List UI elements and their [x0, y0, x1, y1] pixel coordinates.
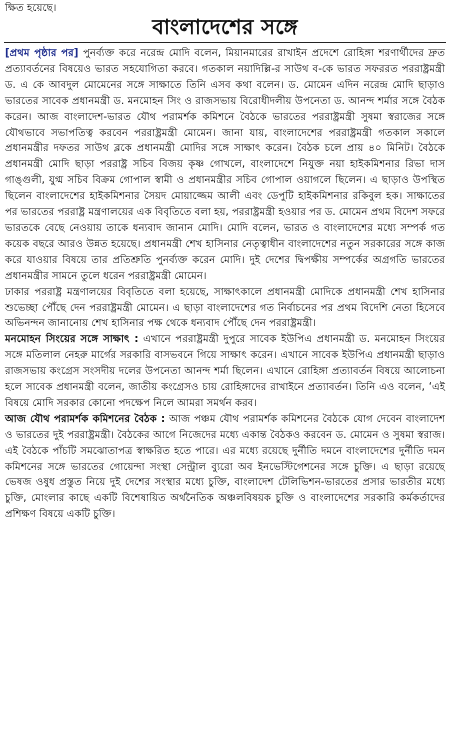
paragraph-lead [5, 46, 445, 285]
paragraph-manmohan [5, 332, 445, 412]
paragraph-statement: ঢাকার পররাষ্ট্র মন্ত্রণালয়ের বিবৃতিতে বলা হয়েছে, সাক্ষাৎকালে প্রধানমন্ত্রী মোদিকে প্রধানমন্ত্রী শেখ হাসিনার শুভেচ্ছা পৌঁছে দেন পররাষ্ট্রমন্ত্রী মোমেন। এ ছাড়া বাংলাদেশের গত নির্বাচনের পর প্রথম বিদেশি নেতা হিসেবে অভিনন্দন জানানোয় শেখ হাসিনার পক্ষ থেকে ধন্যবাদ পৌঁছে দেন পররাষ্ট্রমন্ত্রী। [5, 286, 445, 330]
paragraph-4-text: আজ পঞ্চম যৌথ পরামর্শক কমিশনের বৈঠকে যোগ দেবেন বাংলাদেশ ও ভারতের দুই পররাষ্ট্রমন্ত্রী। বৈঠকের আগে নিজেদের মধ্যে একান্ত বৈঠকও করবেন ড. মোমেন ও সুষমা স্বরাজ। এই বৈঠকে পাঁচটি সমঝোতাপত্র স্বাক্ষরিত হতে পারে। এর মধ্যে রয়েছে দুর্নীতি দমনে বাংলাদেশের দুর্নীতি দমন কমিশনের সঙ্গে ভারতের গোয়েন্দা সংস্থা সেন্ট্রাল ব্যুরো অব ইনভেস্টিগেশনের সঙ্গে চুক্তি। এ ছাড়া রয়েছে ভেষজ ওষুধ প্রস্তুত নিয়ে দুই দেশের সংস্থার মধ্যে চুক্তি, বাংলাদেশ টেলিভিশন-ভারতের প্রসার ভারতীর মধ্যে চুক্তি, মোংলার কাছে একটি বিশেষায়িত অর্থনৈতিক অঞ্চলবিষয়ক চুক্তি ও বাংলাদেশের সরকারি কর্মকর্তাদের প্রশিক্ষণ বিষয়ে একটি চুক্তি। [5, 413, 445, 521]
continuation-tag: [প্রথম পৃষ্ঠার পর] [5, 48, 79, 59]
headline-divider [4, 42, 446, 43]
article-body [5, 46, 445, 523]
subhead-manmohan-meeting: মনমোহন সিংয়ের সঙ্গে সাক্ষাৎ : [5, 334, 139, 346]
previous-article-fragment: ক্ষিত হয়েছে। [5, 3, 57, 14]
paragraph-1-text: পুনর্ব্যক্ত করে নরেন্দ্র মোদি বলেন, মিয়ানমারের রাখাইন প্রদেশে রোহিঙ্গা শরণার্থীদের দ্রুত প্রত্যাবর্তনের বিষয়েও ভারত সহযোগিতা করবে। গতকাল নয়াদিল্লি-র সাউথ ব-কে ভারত সফররত পররাষ্ট্রমন্ত্রী ড. এ কে আবদুল মোমেনের সঙ্গে সাক্ষাতে তিনি এসব কথা বলেন। ড. মোমেন এদিন নরেন্দ্র মোদি ছাড়াও ভারতের সাবেক প্রধানমন্ত্রী ড. মনমোহন সিং ও রাজসভায় বিরোধীদলীয় উপনেতা ড. আনন্দ শর্মার সঙ্গে বৈঠক করেন। আজ বাংলাদেশ-ভারত যৌথ পরামর্শক কমিশনে বৈঠকে ভারতের পররাষ্ট্রমন্ত্রী সুষমা স্বরাজের সঙ্গে যৌথভাবে সভাপতিত্ব করবেন পররাষ্ট্রমন্ত্রী মোমেন। জানা যায়, বাংলাদেশের পররাষ্ট্রমন্ত্রী গতকাল সকালে প্রধানমন্ত্রীর দফতর সাউথ ব্লকে প্রধানমন্ত্রী মোদির সঙ্গে সাক্ষাৎ করেন। বৈঠক চলে প্রায় ৪০ মিনিট। বৈঠকে প্রধানমন্ত্রী মোদি ছাড়া পররাষ্ট্র সচিব বিজয় কৃষ্ণ গোখলে, বাংলাদেশে নিযুক্ত নয়া হাইকমিশনার রিভা দাস গাঙ্গুলী, যুগ্ম সচিব বিক্রম গোপাল স্বামী ও প্রধানমন্ত্রীর সচিব গোপাল ওয়াগলে ছিলেন। এ ছাড়াও উপস্থিত ছিলেন বাংলাদেশের হাইকমিশনার সৈয়দ মোয়াজ্জেম আলী এবং ডেপুটি হাইকমিশনার রকিবুল হক। সাক্ষাতের পর ভারতের পররাষ্ট্র মন্ত্রণালয়ের এক বিবৃতিতে বলা হয়, পররাষ্ট্রমন্ত্রী হওয়ার পর ড. মোমেন প্রথম বিদেশ সফরে ভারতকে বেছে নেওয়ায় তাকে ধন্যবাদ জানান মোদি। মোদি বলেন, ভারত ও বাংলাদেশের মধ্যে সম্পর্ক গত কয়েক বছরে আরও উন্নত হয়েছে। প্রধানমন্ত্রী শেখ হাসিনার নেতৃত্বাধীন বাংলাদেশের নতুন সরকারের সঙ্গে কাজ করে যাওয়ার বিষয়ে তার প্রতিশ্রুতি পুনর্ব্যক্ত করেন মোদি। দুই দেশের দ্বিপক্ষীয় সম্পর্কের অগ্রগতি ভারতের প্রধানমন্ত্রীর সামনে তুলে ধরেন পররাষ্ট্রমন্ত্রী মোমেন। [5, 48, 445, 282]
paragraph-jcc [5, 412, 445, 523]
subhead-joint-commission: আজ যৌথ পরামর্শক কমিশনের বৈঠক : [5, 413, 166, 425]
article-headline: বাংলাদেশের সঙ্গে [152, 15, 298, 39]
paragraph-3-text: এখানে পররাষ্ট্রমন্ত্রী দুপুরে সাবেক ইউপিএ প্রধানমন্ত্রী ড. মনমোহন সিংয়ের সঙ্গে মতিলাল নেহরু মার্গের সরকারি বাসভবনে গিয়ে সাক্ষাৎ করেন। এখানে সাবেক ইউপিএ প্রধানমন্ত্রী ছাড়াও রাজসভায় কংগ্রেস সংসদীয় দলের উপনেতা আনন্দ শর্মা ছিলেন। এখানে রোহিঙ্গা প্রত্যাবর্তন বিষয়ে আলোচনা হলে সাবেক প্রধানমন্ত্রী বলেন, জাতীয় কংগ্রেসও চায় রোহিঙ্গাদের রাখাইনে প্রত্যাবর্তন। তিনি এও বলেন, ‘এই বিষয়ে মোদি সরকার কোনো পদক্ষেপ নিলে আমরা সমর্থন করব। [5, 334, 445, 409]
